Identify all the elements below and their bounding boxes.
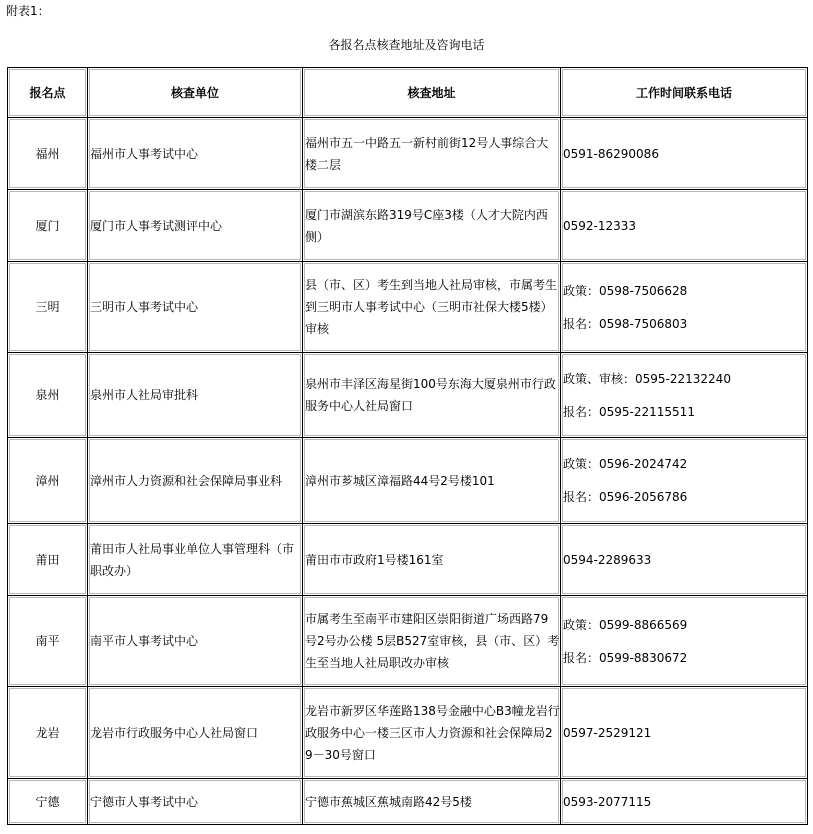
phone-policy: 政策：0596-2024742	[563, 457, 688, 471]
phone-cell	[561, 190, 808, 262]
phone-value: 0597-2529121	[563, 725, 652, 740]
table-row	[8, 687, 808, 779]
phone-registration: 报名：0599-8830672	[563, 650, 688, 665]
phone-policy: 政策、审核：0595-22132240	[563, 371, 731, 386]
table-row	[8, 779, 808, 825]
phone-value: 0594-2289633	[563, 552, 652, 567]
phone-registration: 报名：0596-2056786	[563, 490, 688, 504]
unit-cell: 福州市人事考试中心	[88, 118, 303, 190]
unit-cell: 泉州市人社局审批科	[88, 353, 303, 438]
address-cell: 龙岩市新罗区华莲路138号金融中心B3幢龙岩行政服务中心一楼三区市人力资源和社会保障局29－30号窗口	[303, 687, 561, 779]
phone-registration: 报名：0595-22115511	[563, 404, 695, 419]
table-header-row	[8, 68, 808, 118]
city-cell: 厦门	[8, 190, 88, 262]
unit-cell: 宁德市人事考试中心	[88, 779, 303, 825]
city-cell: 宁德	[8, 779, 88, 825]
address-cell: 福州市五一中路五一新村前街12号人事综合大楼二层	[303, 118, 561, 190]
header-unit: 核查单位	[88, 68, 303, 118]
phone-cell	[561, 779, 808, 825]
phone-cell	[561, 262, 808, 353]
header-city: 报名点	[8, 68, 88, 118]
address-cell: 县（市、区）考生到当地人社局审核，市属考生到三明市人事考试中心（三明市社保大楼5楼）审核	[303, 262, 561, 353]
address-cell: 市属考生至南平市建阳区崇阳街道广场西路79号2号办公楼 5层B527室审核，县（市、区）考生至当地人社局职改办审核	[303, 596, 561, 687]
address-cell: 泉州市丰泽区海星街100号东海大厦泉州市行政服务中心人社局窗口	[303, 353, 561, 438]
table-row	[8, 353, 808, 438]
city-cell: 南平	[8, 596, 88, 687]
phone-registration: 报名：0598-7506803	[563, 316, 688, 331]
unit-cell: 龙岩市行政服务中心人社局窗口	[88, 687, 303, 779]
city-cell: 泉州	[8, 353, 88, 438]
city-cell: 莆田	[8, 524, 88, 596]
phone-cell	[561, 596, 808, 687]
phone-value: 0591-86290086	[563, 146, 659, 161]
city-cell: 龙岩	[8, 687, 88, 779]
city-cell: 三明	[8, 262, 88, 353]
phone-value: 0593-2077115	[563, 794, 652, 809]
phone-cell	[561, 524, 808, 596]
table-row	[8, 438, 808, 524]
page-title: 各报名点核查地址及咨询电话	[328, 38, 485, 52]
phone-cell	[561, 438, 808, 524]
phone-value: 0592-12333	[563, 218, 637, 233]
table-row	[8, 524, 808, 596]
table-row	[8, 596, 808, 687]
phone-policy: 政策：0599-8866569	[563, 617, 688, 632]
unit-cell: 南平市人事考试中心	[88, 596, 303, 687]
address-cell: 厦门市湖滨东路319号C座3楼（人才大院内西侧）	[303, 190, 561, 262]
city-cell: 福州	[8, 118, 88, 190]
table-row	[8, 118, 808, 190]
address-cell: 漳州市芗城区漳福路44号2号楼101	[303, 438, 561, 524]
unit-cell: 莆田市人社局事业单位人事管理科（市职改办）	[88, 524, 303, 596]
address-cell: 宁德市蕉城区蕉城南路42号5楼	[303, 779, 561, 825]
header-phone: 工作时间联系电话	[561, 68, 808, 118]
phone-cell	[561, 353, 808, 438]
phone-policy: 政策：0598-7506628	[563, 283, 688, 298]
phone-cell	[561, 118, 808, 190]
table-row	[8, 190, 808, 262]
unit-cell: 漳州市人力资源和社会保障局事业科	[88, 438, 303, 524]
contact-table	[7, 67, 808, 825]
attachment-label: 附表1：	[6, 4, 50, 18]
table-row	[8, 262, 808, 353]
phone-cell	[561, 687, 808, 779]
unit-cell: 三明市人事考试中心	[88, 262, 303, 353]
unit-cell: 厦门市人事考试测评中心	[88, 190, 303, 262]
address-cell: 莆田市市政府1号楼161室	[303, 524, 561, 596]
city-cell: 漳州	[8, 438, 88, 524]
header-address: 核查地址	[303, 68, 561, 118]
